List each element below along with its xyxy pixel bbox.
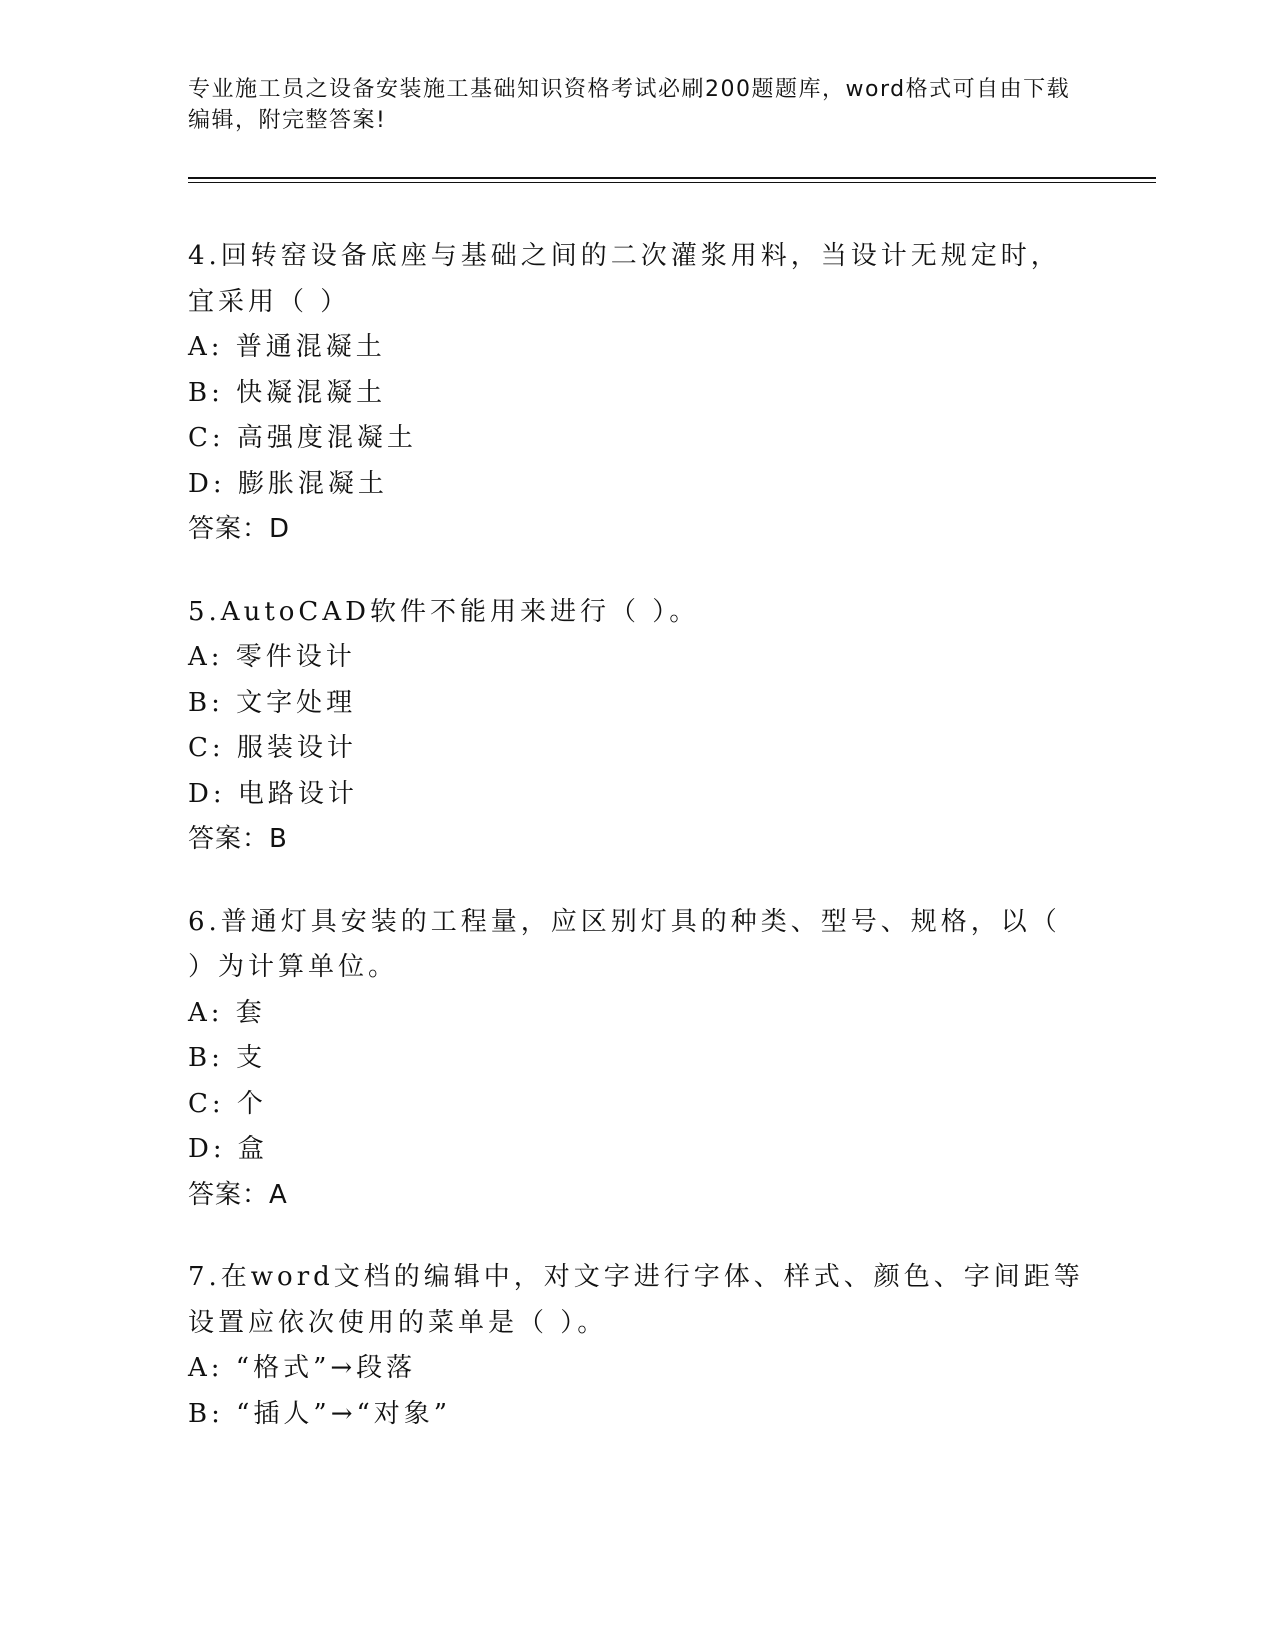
question-text: 4.回转窑设备底座与基础之间的二次灌浆用料，当设计无规定时，宜采用（ ） (188, 241, 1061, 317)
option-a: A: 零件设计 (188, 642, 356, 672)
option-a: A: “格式”→段落 (188, 1353, 417, 1383)
question-7 (188, 1255, 1088, 1437)
question-text: 7.在word文档的编辑中，对文字进行字体、样式、颜色、字间距等设置应依次使用的菜单是（ ）。 (188, 1262, 1084, 1338)
question-text: 6.普通灯具安装的工程量，应区别灯具的种类、型号、规格，以（ ）为计算单位。 (188, 906, 1061, 982)
option-b: B: 支 (188, 1043, 267, 1073)
option-d: D: 盒 (188, 1134, 268, 1164)
option-b: B: 快凝混凝土 (188, 377, 387, 408)
question-4 (188, 234, 1088, 553)
option-c: C: 高强度混凝土 (188, 423, 417, 453)
option-b: B: “插人”→“对象” (188, 1398, 452, 1429)
option-c: C: 个 (188, 1088, 267, 1119)
option-d: D: 电路设计 (188, 778, 358, 809)
option-d: D: 膨胀混凝土 (188, 468, 388, 499)
option-a: A: 套 (188, 997, 266, 1028)
header-rule-thin (188, 182, 1156, 183)
answer: 答案：B (188, 824, 288, 854)
document-header: 专业施工员之设备安装施工基础知识资格考试必刷200题题库，word格式可自由下载编辑，附完整答案! (188, 77, 1071, 133)
question-list (188, 234, 1088, 1474)
answer: 答案：D (188, 514, 291, 544)
question-text: 5.AutoCAD软件不能用来进行（ ）。 (188, 596, 700, 627)
header-rule-thick (188, 177, 1156, 179)
question-6 (188, 900, 1088, 1219)
question-5 (188, 590, 1088, 863)
option-b: B: 文字处理 (188, 687, 357, 718)
answer: 答案：A (188, 1179, 288, 1210)
option-c: C: 服装设计 (188, 733, 357, 763)
option-a: A: 普通混凝土 (188, 332, 386, 362)
